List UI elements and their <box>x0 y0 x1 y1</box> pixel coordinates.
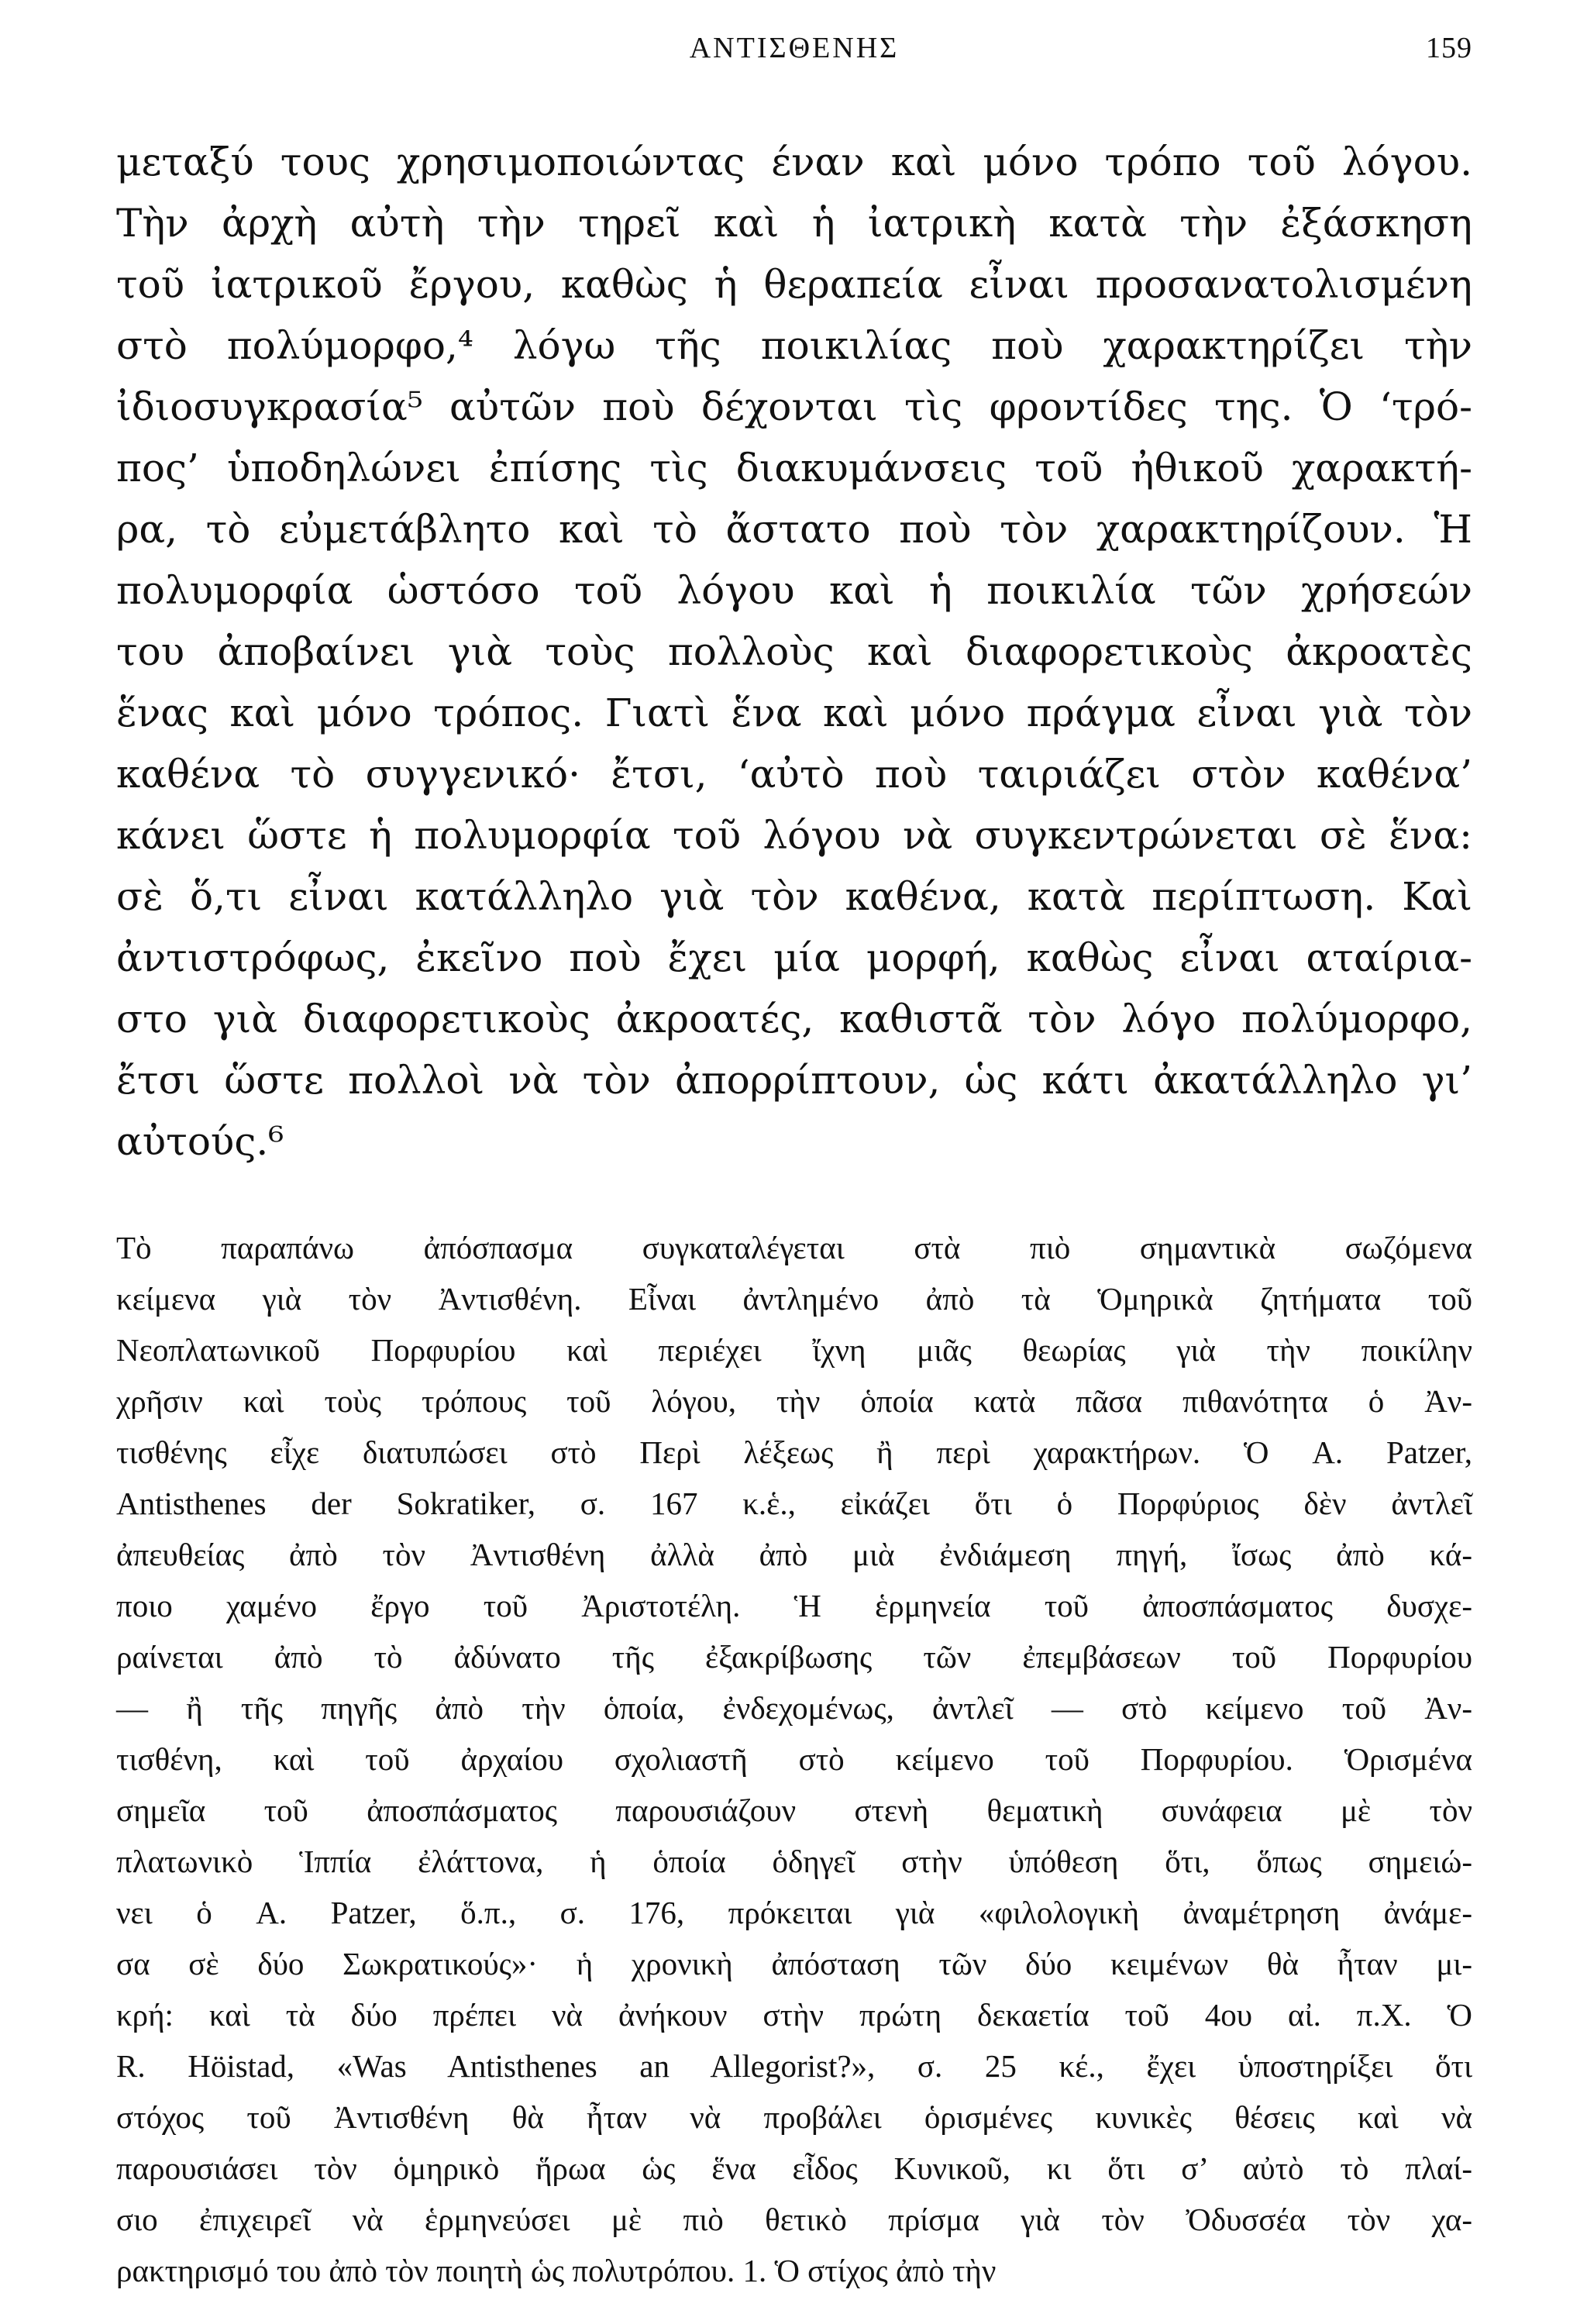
commentary-line: σημεῖα τοῦ ἀποσπάσματος παρουσιάζουν στενὴ θεματικὴ συνάφεια μὲ τὸν <box>116 1792 1472 1828</box>
commentary-line: ἀπευθείας ἀπὸ τὸν Ἀντισθένη ἀλλὰ ἀπὸ μιὰ ἐνδιάμεση πηγή, ἴσως ἀπὸ κά- <box>116 1537 1472 1572</box>
commentary-line: — ἢ τῆς πηγῆς ἀπὸ τὴν ὁποία, ἐνδεχομένως, ἀντλεῖ — στὸ κείμενο τοῦ Ἀν- <box>116 1690 1472 1726</box>
commentary-line: σα σὲ δύο Σωκρατικούς»· ἡ χρονικὴ ἀπόσταση τῶν δύο κειμένων θὰ ἦταν μι- <box>116 1946 1472 1981</box>
text-line: ρα, τὸ εὐμετάβλητο καὶ τὸ ἄστατο ποὺ τὸν χαρακτηρίζουν. Ἡ <box>116 507 1472 552</box>
text-line: του ἀποβαίνει γιὰ τοὺς πολλοὺς καὶ διαφορετικοὺς ἀκροατὲς <box>116 629 1472 674</box>
text-line: ἰδιοσυγκρασία⁵ αὐτῶν ποὺ δέχονται τὶς φροντίδες της. Ὁ ‘τρό- <box>116 384 1472 429</box>
commentary-line: ρακτηρισμό του ἀπὸ τὸν ποιητὴ ὡς πολυτρόπου. 1. Ὁ στίχος ἀπὸ τὴν <box>116 2253 997 2288</box>
commentary-line: σιο ἐπιχειρεῖ νὰ ἑρμηνεύσει μὲ πιὸ θετικὸ πρίσμα γιὰ τὸν Ὀδυσσέα τὸν χα- <box>116 2202 1472 2237</box>
commentary-line: κρή: καὶ τὰ δύο πρέπει νὰ ἀνήκουν στὴν πρώτη δεκαετία τοῦ 4ου αἰ. π.Χ. Ὁ <box>116 1997 1472 2033</box>
text-line: ἕνας καὶ μόνο τρόπος. Γιατὶ ἕνα καὶ μόνο πράγμα εἶναι γιὰ τὸν <box>116 690 1472 735</box>
text-line: ἀντιστρόφως, ἐκεῖνο ποὺ ἔχει μία μορφή, καθὼς εἶναι αταίρια- <box>116 935 1472 980</box>
commentary-line: χρῆσιν καὶ τοὺς τρόπους τοῦ λόγου, τὴν ὁποία κατὰ πᾶσα πιθανότητα ὁ Ἀν- <box>116 1383 1472 1419</box>
text-line: μεταξύ τους χρησιμοποιώντας έναν καὶ μόνο τρόπο τοῦ λόγου. <box>116 139 1472 184</box>
commentary-line: νει ὁ A. Patzer, ὅ.π., σ. 176, πρόκειται γιὰ «φιλολογικὴ ἀναμέτρηση ἀνάμε- <box>116 1895 1472 1930</box>
text-line: Τὴν ἀρχὴ αὐτὴ τὴν τηρεῖ καὶ ἡ ἰατρικὴ κατὰ τὴν ἐξάσκηση <box>116 201 1472 246</box>
commentary-line: κείμενα γιὰ τὸν Ἀντισθένη. Εἶναι ἀντλημένο ἀπὸ τὰ Ὁμηρικὰ ζητήματα τοῦ <box>116 1281 1472 1317</box>
commentary-line: Antisthenes der Sokratiker, σ. 167 κ.ἑ., εἰκάζει ὅτι ὁ Πορφύριος δὲν ἀντλεῖ <box>116 1486 1472 1521</box>
text-line: ἔτσι ὥστε πολλοὶ νὰ τὸν ἀπορρίπτουν, ὡς κάτι ἀκατάλληλο γι’ <box>116 1058 1472 1103</box>
commentary-line: πλατωνικὸ Ἱππία ἐλάττονα, ἡ ὁποία ὁδηγεῖ στὴν ὑπόθεση ὅτι, ὅπως σημειώ- <box>116 1844 1472 1879</box>
text-line: τοῦ ἰατρικοῦ ἔργου, καθὼς ἡ θεραπεία εἶναι προσανατολισμένη <box>116 262 1472 307</box>
text-line: καθένα τὸ συγγενικό· ἔτσι, ‘αὐτὸ ποὺ ταιριάζει στὸν καθένα’ <box>116 752 1472 797</box>
commentary-line: ποιο χαμένο ἔργο τοῦ Ἀριστοτέλη. Ἡ ἑρμηνεία τοῦ ἀποσπάσματος δυσχε- <box>116 1588 1472 1623</box>
text-line: σὲ ὅ,τι εἶναι κατάλληλο γιὰ τὸν καθένα, κατὰ περίπτωση. Καὶ <box>116 874 1472 919</box>
main-text-block <box>116 132 1472 1172</box>
commentary-line: παρουσιάσει τὸν ὁμηρικὸ ἥρωα ὡς ἕνα εἶδος Κυνικοῦ, κι ὅτι σ’ αὐτὸ τὸ πλαί- <box>116 2150 1472 2186</box>
page-number: 159 <box>1426 32 1472 64</box>
text-line: πολυμορφία ὡστόσο τοῦ λόγου καὶ ἡ ποικιλία τῶν χρήσεών <box>116 568 1472 613</box>
book-page <box>116 31 1472 2296</box>
text-line: στὸ πολύμορφο,⁴ λόγω τῆς ποικιλίας ποὺ χαρακτηρίζει τὴν <box>116 323 1472 368</box>
commentary-line: ραίνεται ἀπὸ τὸ ἀδύνατο τῆς ἐξακρίβωσης τῶν ἐπεμβάσεων τοῦ Πορφυρίου <box>116 1639 1472 1675</box>
commentary-line: τισθένης εἶχε διατυπώσει στὸ Περὶ λέξεως ἢ περὶ χαρακτήρων. Ὁ A. Patzer, <box>116 1434 1472 1470</box>
commentary-line: Τὸ παραπάνω ἀπόσπασμα συγκαταλέγεται στὰ πιὸ σημαντικὰ σωζόμενα <box>116 1230 1472 1265</box>
running-head <box>116 31 1472 85</box>
text-line: αὐτούς.⁶ <box>116 1119 284 1164</box>
commentary-line: τισθένη, καὶ τοῦ ἀρχαίου σχολιαστῆ στὸ κείμενο τοῦ Πορφυρίου. Ὁρισμένα <box>116 1741 1472 1777</box>
commentary-line: R. Höistad, «Was Antisthenes an Allegorist?», σ. 25 κέ., ἔχει ὑποστηρίξει ὅτι <box>116 2048 1472 2084</box>
text-line: κάνει ὥστε ἡ πολυμορφία τοῦ λόγου νὰ συγκεντρώνεται σὲ ἕνα: <box>116 813 1472 858</box>
text-line: στο γιὰ διαφορετικοὺς ἀκροατές, καθιστᾶ τὸν λόγο πολύμορφο, <box>116 997 1472 1041</box>
running-title: ΑΝΤΙΣΘΕΝΗΣ <box>689 32 900 64</box>
commentary-line: Νεοπλατωνικοῦ Πορφυρίου καὶ περιέχει ἴχνη μιᾶς θεωρίας γιὰ τὴν ποικίλην <box>116 1332 1472 1368</box>
commentary-line: στόχος τοῦ Ἀντισθένη θὰ ἦταν νὰ προβάλει ὁρισμένες κυνικὲς θέσεις καὶ νὰ <box>116 2099 1472 2135</box>
commentary-block <box>116 1222 1472 2296</box>
text-line: πος’ ὑποδηλώνει ἐπίσης τὶς διακυμάνσεις τοῦ ἠθικοῦ χαρακτή- <box>116 446 1472 491</box>
